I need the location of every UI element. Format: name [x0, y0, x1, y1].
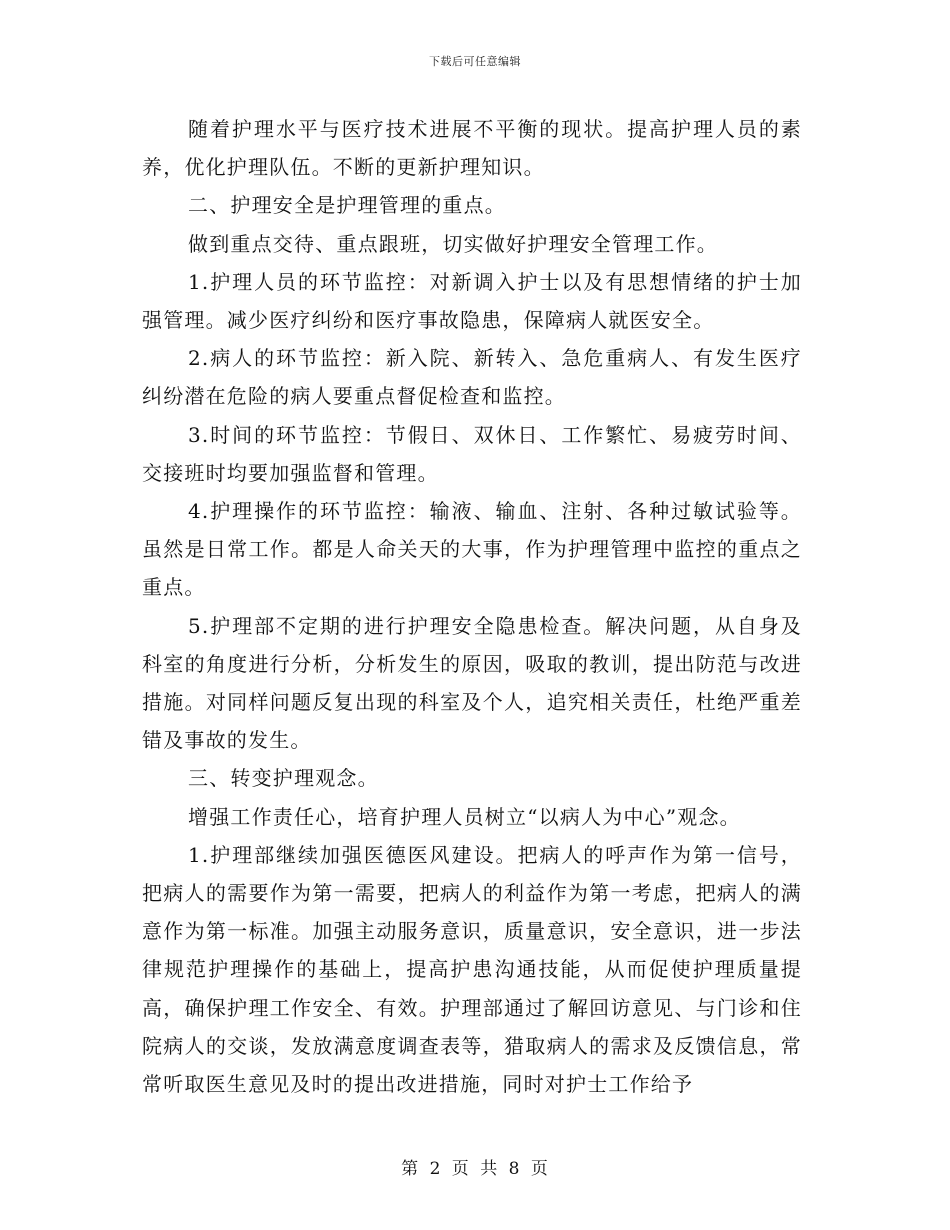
document-body	[142, 110, 802, 1103]
section-heading-3: 三、转变护理观念。	[188, 766, 379, 791]
paragraph-item-3: 3.时间的环节监控：节假日、双休日、工作繁忙、易疲劳时间、交接班时均要加强监督和管理。	[142, 422, 802, 485]
paragraph-section-3-lead: 增强工作责任心，培育护理人员树立“以病人为中心”观念。	[188, 804, 741, 829]
paragraph-item-4: 4.护理操作的环节监控：输液、输血、注射、各种过敏试验等。虽然是日常工作。都是人命关天的大事，作为护理管理中监控的重点之重点。	[142, 499, 802, 600]
header-note: 下载后可任意编辑	[429, 55, 521, 68]
paragraph-item-1: 1.护理人员的环节监控：对新调入护士以及有思想情绪的护士加强管理。减少医疗纠纷和医疗事故隐患，保障病人就医安全。	[142, 269, 802, 333]
paragraph-item-5: 5.护理部不定期的进行护理安全隐患检查。解决问题，从自身及科室的角度进行分析，分析发生的原因，吸取的教训，提出防范与改进措施。对同样问题反复出现的科室及个人，追究相关责任，杜绝严重差错及事故的发生。	[142, 613, 802, 753]
paragraph-section-2-lead: 做到重点交待、重点跟班，切实做好护理安全管理工作。	[188, 231, 718, 256]
paragraph-section-3-item-1: 1.护理部继续加强医德医风建设。把病人的呼声作为第一信号，把病人的需要作为第一需要，把病人的利益作为第一考虑，把病人的满意作为第一标准。加强主动服务意识，质量意识，安全意识，进一步法律规范护理操作的基础上，提高护患沟通技能，从而促使护理质量提高，确保护理工作安全、有效。护理部通过了解回访意见、与门诊和住院病人的交谈，发放满意度调查表等，猎取病人的需求及反馈信息，常常听取医生意见及时的提出改进措施，同时对护士工作给予	[142, 842, 802, 1097]
paragraph-intro: 随着护理水平与医疗技术进展不平衡的现状。提高护理人员的素养，优化护理队伍。不断的更新护理知识。	[142, 117, 802, 180]
paragraph-item-2: 2.病人的环节监控：新入院、新转入、急危重病人、有发生医疗纠纷潜在危险的病人要重点督促检查和监控。	[142, 346, 802, 409]
page-number: 第 2 页 共 8 页	[401, 1159, 549, 1179]
section-heading-2: 二、护理安全是护理管理的重点。	[188, 193, 506, 218]
